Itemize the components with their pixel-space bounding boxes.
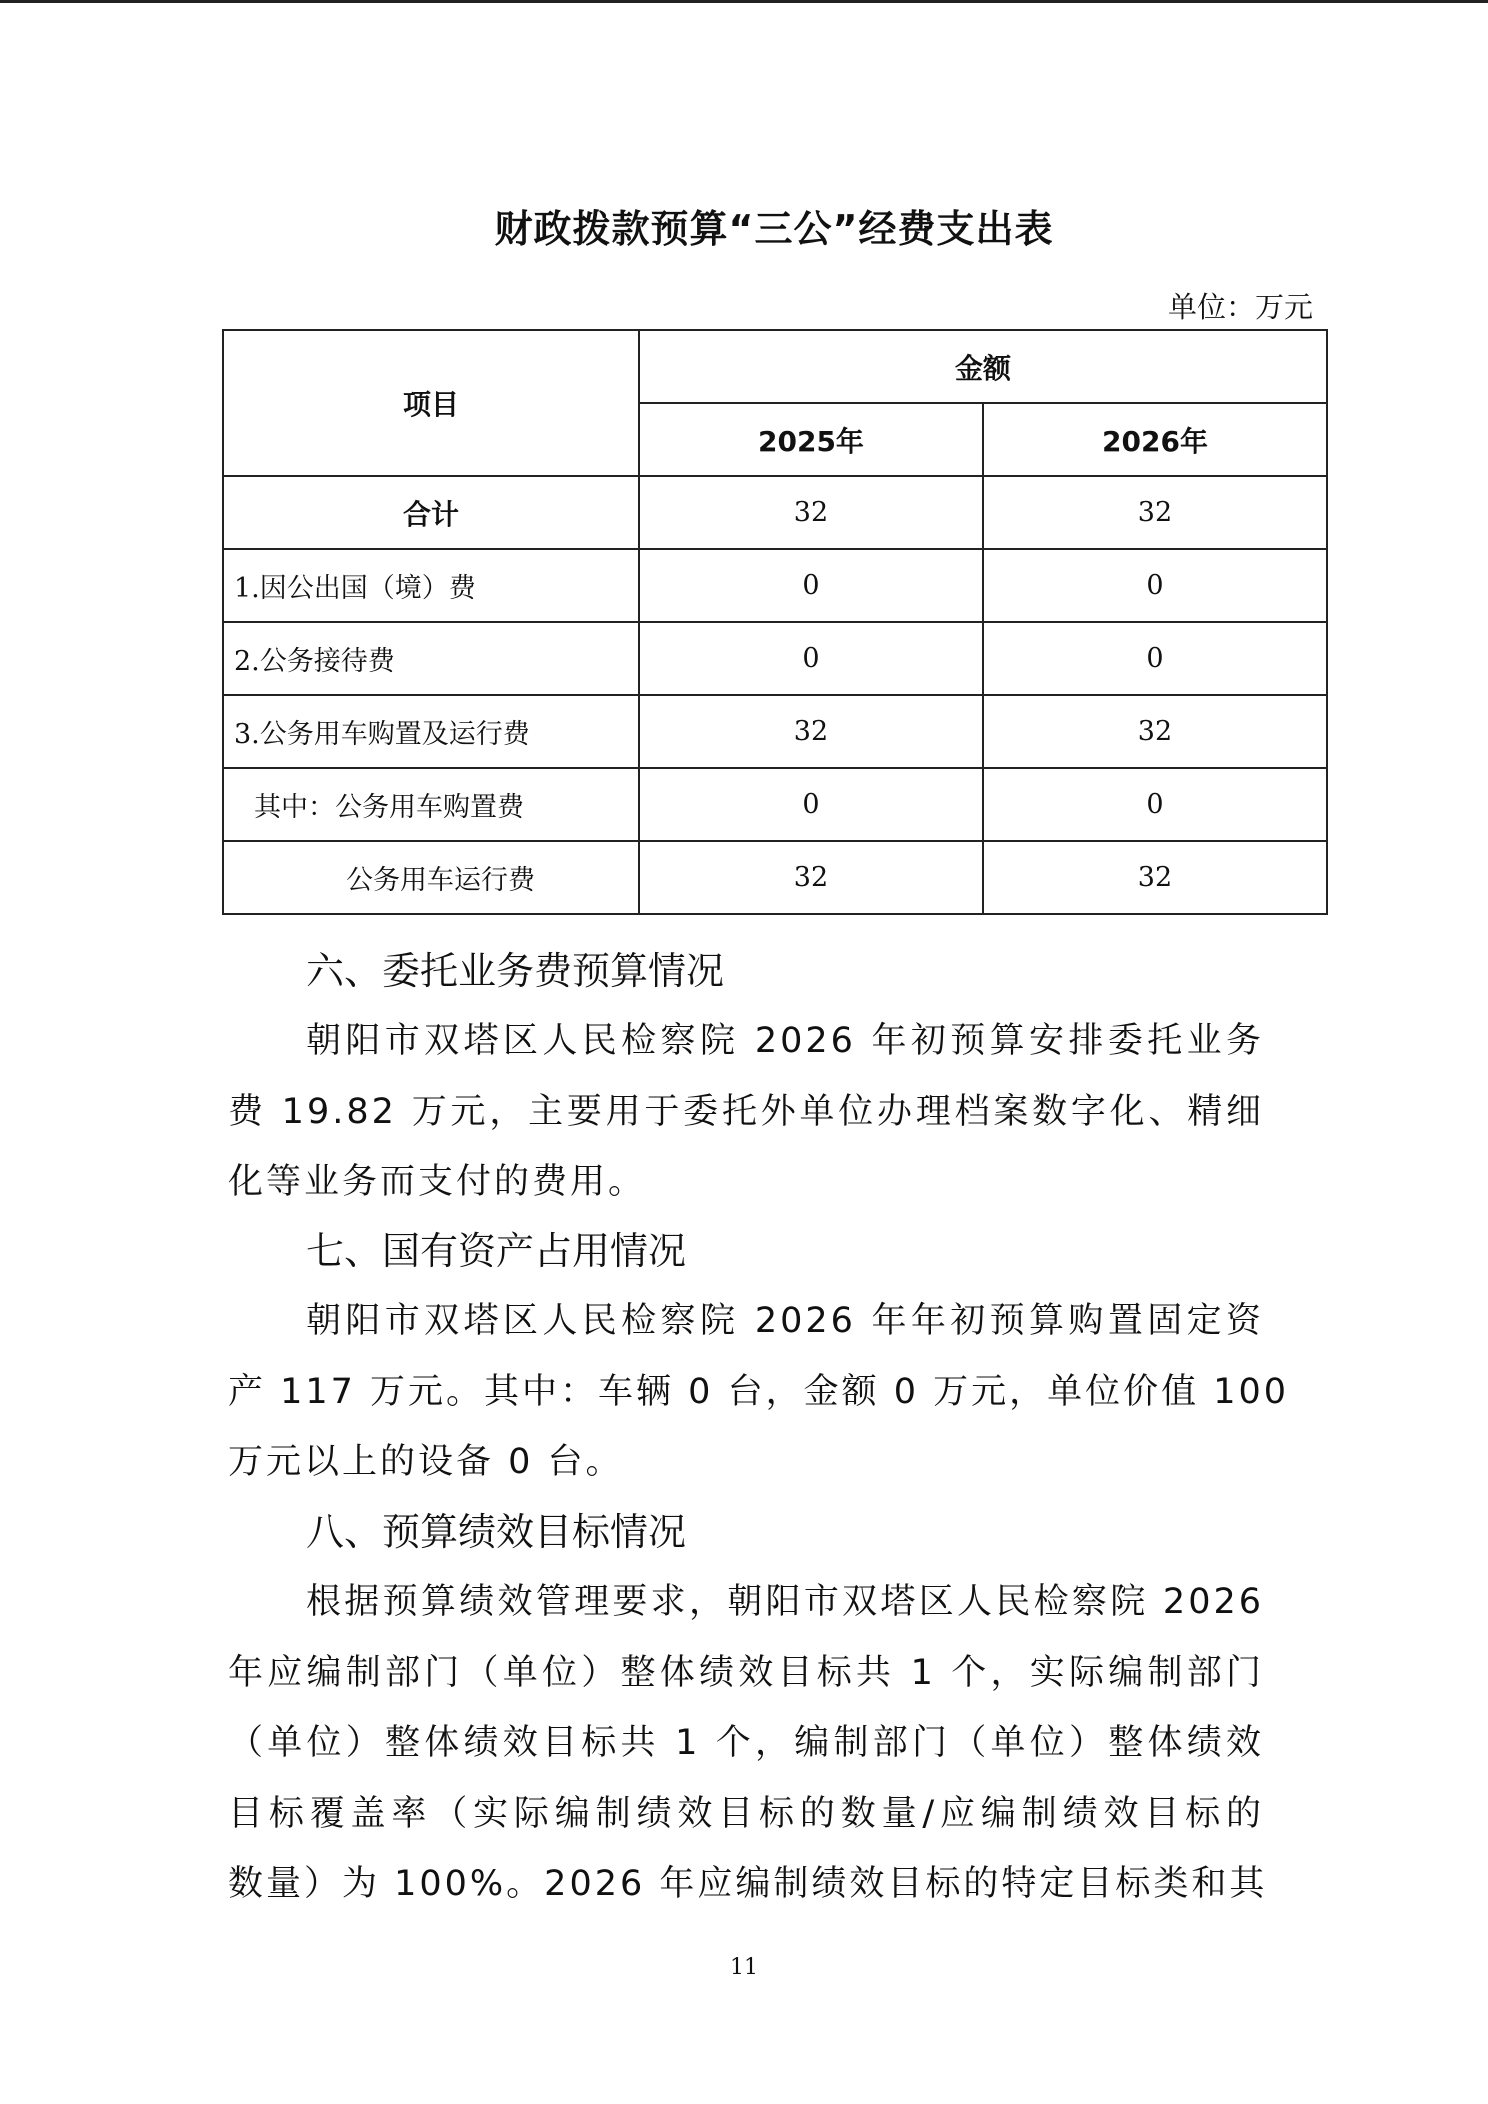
paragraph-line: 朝阳市双塔区人民检察院 2026 年年初预算购置固定资 [306,1301,1264,1341]
row-label: 3.公务用车购置及运行费 [223,695,639,768]
row-label: 1.因公出国（境）费 [223,549,639,622]
unit-label: 单位：万元 [1167,290,1313,324]
section-state-assets [228,1216,1290,1498]
row-label: 2.公务接待费 [223,622,639,695]
cell-2026: 32 [983,841,1327,914]
table-row-total [223,476,1327,549]
header-item: 项目 [223,330,639,476]
paragraph-line: 化等业务而支付的费用。 [228,1162,647,1202]
table-row [223,841,1327,914]
paragraph-line: 数量）为 100%。2026 年应编制绩效目标的特定目标类和其 [228,1864,1268,1904]
table-row [223,622,1327,695]
section-entrusted-business-fees [228,936,1264,1218]
cell-2026: 0 [983,768,1327,841]
cell-2026: 32 [983,695,1327,768]
cell-2026: 0 [983,622,1327,695]
paragraph-line: 目标覆盖率（实际编制绩效目标的数量/应编制绩效目标的 [228,1793,1264,1834]
paragraph-line: 年应编制部门（单位）整体绩效目标共 1 个，实际编制部门 [228,1652,1264,1693]
section-performance-targets [228,1497,1268,1920]
header-amount: 金额 [639,330,1327,403]
table-header-row [223,330,1327,403]
table-row [223,768,1327,841]
header-year-2026: 2026年 [983,403,1327,476]
cell-2025: 32 [639,476,983,549]
page-top-border [0,0,1488,3]
cell-2025: 0 [639,622,983,695]
row-label: 其中：公务用车购置费 [223,768,639,841]
paragraph-line: （单位）整体绩效目标共 1 个，编制部门（单位）整体绩效 [228,1723,1264,1763]
paragraph-line: 朝阳市双塔区人民检察院 2026 年初预算安排委托业务 [306,1021,1264,1061]
row-label: 公务用车运行费 [223,841,639,914]
cell-2025: 32 [639,841,983,914]
page-number: 11 [730,1955,758,1980]
section-heading: 七、国有资产占用情况 [306,1229,687,1273]
paragraph-line: 产 117 万元。其中：车辆 0 台，金额 0 万元，单位价值 100 [228,1371,1290,1412]
cell-2026: 0 [983,549,1327,622]
cell-2025: 0 [639,768,983,841]
three-public-expenses-table [222,329,1328,915]
paragraph-line: 万元以上的设备 0 台。 [228,1442,624,1482]
paragraph-line: 费 19.82 万元，主要用于委托外单位办理档案数字化、精细 [228,1091,1264,1132]
section-heading: 八、预算绩效目标情况 [306,1510,687,1554]
row-label: 合计 [223,476,639,549]
cell-2025: 32 [639,695,983,768]
cell-2026: 32 [983,476,1327,549]
paragraph-line: 根据预算绩效管理要求，朝阳市双塔区人民检察院 2026 [306,1582,1264,1622]
table-row [223,549,1327,622]
section-heading: 六、委托业务费预算情况 [306,949,725,993]
header-year-2025: 2025年 [639,403,983,476]
table-title: 财政拨款预算“三公”经费支出表 [494,207,1054,251]
table-row [223,695,1327,768]
cell-2025: 0 [639,549,983,622]
